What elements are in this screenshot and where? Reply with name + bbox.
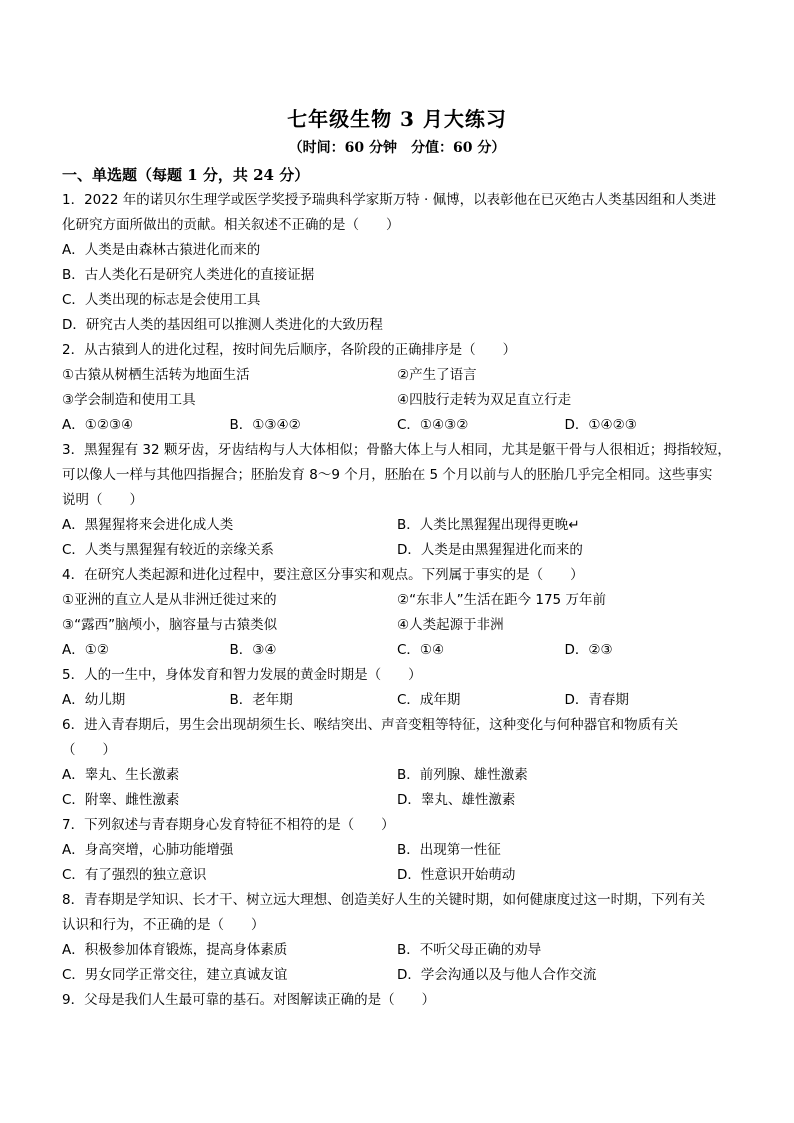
statement-2: ②“东非人”生活在距今 175 万年前 bbox=[397, 592, 606, 608]
option-d: D．人类是由黑猩猩进化而来的 bbox=[397, 542, 583, 558]
option-b: B．不听父母正确的劝导 bbox=[397, 942, 542, 958]
question-stem: 可以像人一样与其他四指握合；胚胎发育 8～9 个月，胚胎在 5 个月以前与人的胚胎几乎完全相同。这些事实 bbox=[62, 467, 713, 483]
option-a: A．①② bbox=[62, 642, 109, 658]
options-row bbox=[62, 838, 732, 863]
question-stem: （ ） bbox=[62, 742, 116, 758]
question-4 bbox=[62, 563, 732, 663]
option-c: C．成年期 bbox=[397, 692, 461, 708]
option-d: D．性意识开始萌动 bbox=[397, 867, 516, 883]
option-b: B．人类比黑猩猩出现得更晚↵ bbox=[397, 517, 580, 533]
option-c: C．有了强烈的独立意识 bbox=[62, 867, 207, 883]
option-a: A．睾丸、生长激素 bbox=[62, 767, 180, 783]
statement-3: ③学会制造和使用工具 bbox=[62, 392, 196, 408]
option-d: D．青春期 bbox=[564, 692, 629, 708]
question-stem: 7．下列叙述与青春期身心发育特征不相符的是（ ） bbox=[62, 817, 395, 833]
options-row bbox=[62, 638, 732, 663]
question-stem: 8．青春期是学知识、长才干、树立远大理想、创造美好人生的关键时期，如何健康度过这一时期，下列有关 bbox=[62, 892, 706, 908]
option-d: D．学会沟通以及与他人合作交流 bbox=[397, 967, 597, 983]
option-d: D．②③ bbox=[564, 642, 613, 658]
page-title: 七年级生物 3 月大练习 bbox=[287, 107, 507, 131]
option-b: B．①③④② bbox=[229, 417, 301, 433]
question-list bbox=[62, 163, 732, 1013]
question-1 bbox=[62, 188, 732, 338]
question-stem: 6．进入青春期后，男生会出现胡须生长、喉结突出、声音变粗等特征，这种变化与何种器官和物质有关 bbox=[62, 717, 679, 733]
options-row bbox=[62, 938, 732, 963]
question-stem: 3．黑猩猩有 32 颗牙齿，牙齿结构与人大体相似；骨骼大体上与人相同，尤其是躯干骨与人很相近；拇指较短， bbox=[62, 442, 731, 458]
option-a: A．幼儿期 bbox=[62, 692, 126, 708]
statement-3: ③“露西”脑颅小，脑容量与古猿类似 bbox=[62, 617, 278, 633]
options-row bbox=[62, 413, 732, 438]
options-row bbox=[62, 513, 732, 538]
exam-info: （时间：60 分钟 分值：60 分） bbox=[288, 140, 506, 156]
option-b: B．老年期 bbox=[229, 692, 293, 708]
option-a: A．黑猩猩将来会进化成人类 bbox=[62, 517, 234, 533]
options-row bbox=[62, 763, 732, 788]
statement-row bbox=[62, 613, 732, 638]
question-stem: 1．2022 年的诺贝尔生理学或医学奖授予瑞典科学家斯万特 · 佩博，以表彰他在已灭绝古人类基因组和人类进 bbox=[62, 192, 717, 208]
options-row bbox=[62, 688, 732, 713]
option-d: D．睾丸、雄性激素 bbox=[397, 792, 516, 808]
statement-row bbox=[62, 588, 732, 613]
option-c: C．附睾、雌性激素 bbox=[62, 792, 180, 808]
question-stem: 5．人的一生中，身体发育和智力发展的黄金时期是（ ） bbox=[62, 667, 422, 683]
option-c: C．①④③② bbox=[397, 417, 469, 433]
question-stem: 2．从古猿到人的进化过程，按时间先后顺序，各阶段的正确排序是（ ） bbox=[62, 342, 517, 358]
option-b: B．前列腺、雄性激素 bbox=[397, 767, 528, 783]
option-b: B．③④ bbox=[229, 642, 277, 658]
statement-2: ②产生了语言 bbox=[397, 367, 477, 383]
options-row bbox=[62, 538, 732, 563]
section-heading: 一、单选题（每题 1 分，共 24 分） bbox=[62, 166, 310, 184]
option-c: C．人类出现的标志是会使用工具 bbox=[62, 292, 261, 308]
option-a: A．人类是由森林古猿进化而来的 bbox=[62, 242, 261, 258]
option-c: C．人类与黑猩猩有较近的亲缘关系 bbox=[62, 542, 274, 558]
question-3 bbox=[62, 438, 732, 563]
option-b: B．出现第一性征 bbox=[397, 842, 501, 858]
question-7 bbox=[62, 813, 732, 888]
statement-row bbox=[62, 363, 732, 388]
options-row bbox=[62, 963, 732, 988]
statement-4: ④四肢行走转为双足直立行走 bbox=[397, 392, 572, 408]
question-stem: 认识和行为，不正确的是（ ） bbox=[62, 917, 265, 933]
statement-row bbox=[62, 388, 732, 413]
question-stem: 9．父母是我们人生最可靠的基石。对图解读正确的是（ ） bbox=[62, 992, 436, 1008]
options-row bbox=[62, 863, 732, 888]
question-5 bbox=[62, 663, 732, 713]
option-b: B．古人类化石是研究人类进化的直接证据 bbox=[62, 267, 315, 283]
question-2 bbox=[62, 338, 732, 438]
question-9 bbox=[62, 988, 732, 1013]
option-d: D．研究古人类的基因组可以推测人类进化的大致历程 bbox=[62, 317, 383, 333]
option-a: A．①②③④ bbox=[62, 417, 134, 433]
question-8 bbox=[62, 888, 732, 988]
option-a: A．积极参加体育锻炼，提高身体素质 bbox=[62, 942, 288, 958]
question-stem: 4．在研究人类起源和进化过程中，要注意区分事实和观点。下列属于事实的是（ ） bbox=[62, 567, 584, 583]
options-row bbox=[62, 788, 732, 813]
statement-1: ①古猿从树栖生活转为地面生活 bbox=[62, 367, 250, 383]
question-6 bbox=[62, 713, 732, 813]
option-c: C．男女同学正常交往，建立真诚友谊 bbox=[62, 967, 288, 983]
option-d: D．①④②③ bbox=[564, 417, 637, 433]
option-a: A．身高突增，心肺功能增强 bbox=[62, 842, 234, 858]
statement-1: ①亚洲的直立人是从非洲迁徙过来的 bbox=[62, 592, 277, 608]
question-stem: 说明（ ） bbox=[62, 492, 143, 508]
question-stem: 化研究方面所做出的贡献。相关叙述不正确的是（ ） bbox=[62, 217, 400, 233]
option-c: C．①④ bbox=[397, 642, 445, 658]
statement-4: ④人类起源于非洲 bbox=[397, 617, 504, 633]
